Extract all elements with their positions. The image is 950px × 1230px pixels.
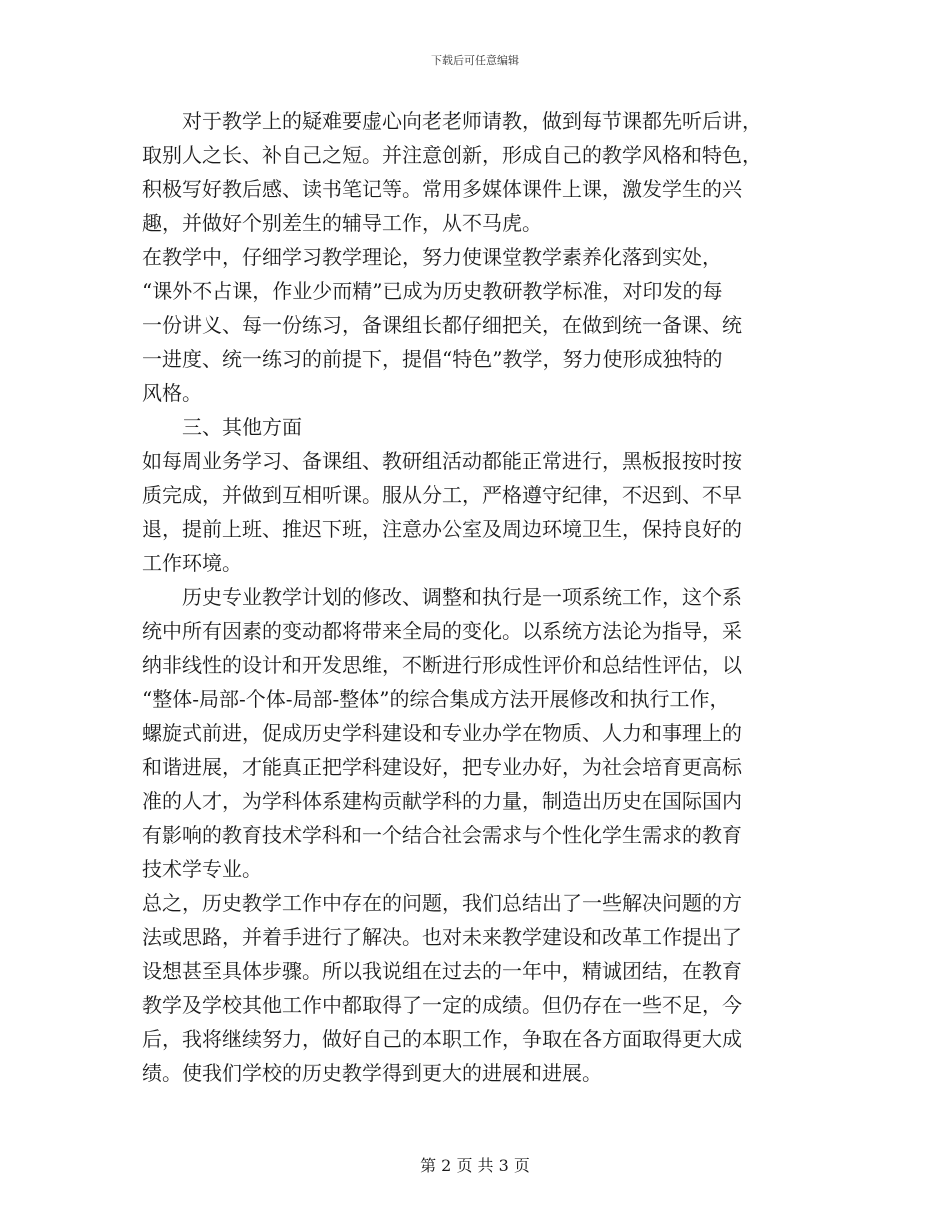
text-line: 螺旋式前进，促成历史学科建设和专业办学在物质、人力和事理上的 <box>142 721 742 745</box>
text-line: 设想甚至具体步骤。所以我说组在过去的一年中，精诚团结，在教育 <box>142 959 742 983</box>
text-line: 积极写好教后感、读书笔记等。常用多媒体课件上课，激发学生的兴 <box>142 177 742 201</box>
text-line: 退，提前上班、推迟下班，注意办公室及周边环境卫生，保持良好的 <box>142 517 742 541</box>
text-line: 质完成，并做到互相听课。服从分工，严格遵守纪律，不迟到、不早 <box>142 483 742 507</box>
text-line: 风格。 <box>142 381 202 405</box>
text-line: 和谐进展，才能真正把学科建设好，把专业办好，为社会培育更高标 <box>142 755 742 779</box>
page-header-note: 下载后可任意编辑 <box>431 54 519 67</box>
section-heading: 三、其他方面 <box>142 415 302 439</box>
text-line: 绩。使我们学校的历史教学得到更大的进展和进展。 <box>142 1061 602 1085</box>
document-body <box>142 104 812 1090</box>
text-line: 后，我将继续努力，做好自己的本职工作，争取在各方面取得更大成 <box>142 1027 742 1051</box>
text-line: 一份讲义、每一份练习，备课组长都仔细把关，在做到统一备课、统 <box>142 313 742 337</box>
text-line: 工作环境。 <box>142 551 242 575</box>
text-line: 法或思路，并着手进行了解决。也对未来教学建设和改革工作提出了 <box>142 925 742 949</box>
text-line: “整体-局部-个体-局部-整体”的综合集成方法开展修改和执行工作， <box>142 687 730 711</box>
text-line: 准的人才，为学科体系建构贡献学科的力量，制造出历史在国际国内 <box>142 789 742 813</box>
text-line: 教学及学校其他工作中都取得了一定的成绩。但仍存在一些不足，今 <box>142 993 742 1017</box>
text-line: 历史专业教学计划的修改、调整和执行是一项系统工作，这个系 <box>142 585 742 609</box>
text-line: 对于教学上的疑难要虚心向老老师请教，做到每节课都先听后讲， <box>142 109 762 133</box>
text-line: 统中所有因素的变动都将带来全局的变化。以系统方法论为指导，采 <box>142 619 742 643</box>
text-line: 有影响的教育技术学科和一个结合社会需求与个性化学生需求的教育 <box>142 823 742 847</box>
text-line: “课外不占课，作业少而精”已成为历史教研教学标准，对印发的每 <box>142 279 723 303</box>
text-line: 如每周业务学习、备课组、教研组活动都能正常进行，黑板报按时按 <box>142 449 742 473</box>
text-line: 纳非线性的设计和开发思维，不断进行形成性评价和总结性评估，以 <box>142 653 742 677</box>
text-line: 取别人之长、补自己之短。并注意创新，形成自己的教学风格和特色， <box>142 143 762 167</box>
text-line: 总之，历史教学工作中存在的问题，我们总结出了一些解决问题的方 <box>142 891 742 915</box>
text-line: 技术学专业。 <box>142 857 262 881</box>
text-line: 在教学中，仔细学习教学理论，努力使课堂教学素养化落到实处， <box>142 245 722 269</box>
text-line: 一进度、统一练习的前提下，提倡“特色”教学，努力使形成独特的 <box>142 347 723 371</box>
page-number-footer: 第 2 页 共 3 页 <box>420 1156 530 1175</box>
text-line: 趣，并做好个别差生的辅导工作，从不马虎。 <box>142 211 542 235</box>
